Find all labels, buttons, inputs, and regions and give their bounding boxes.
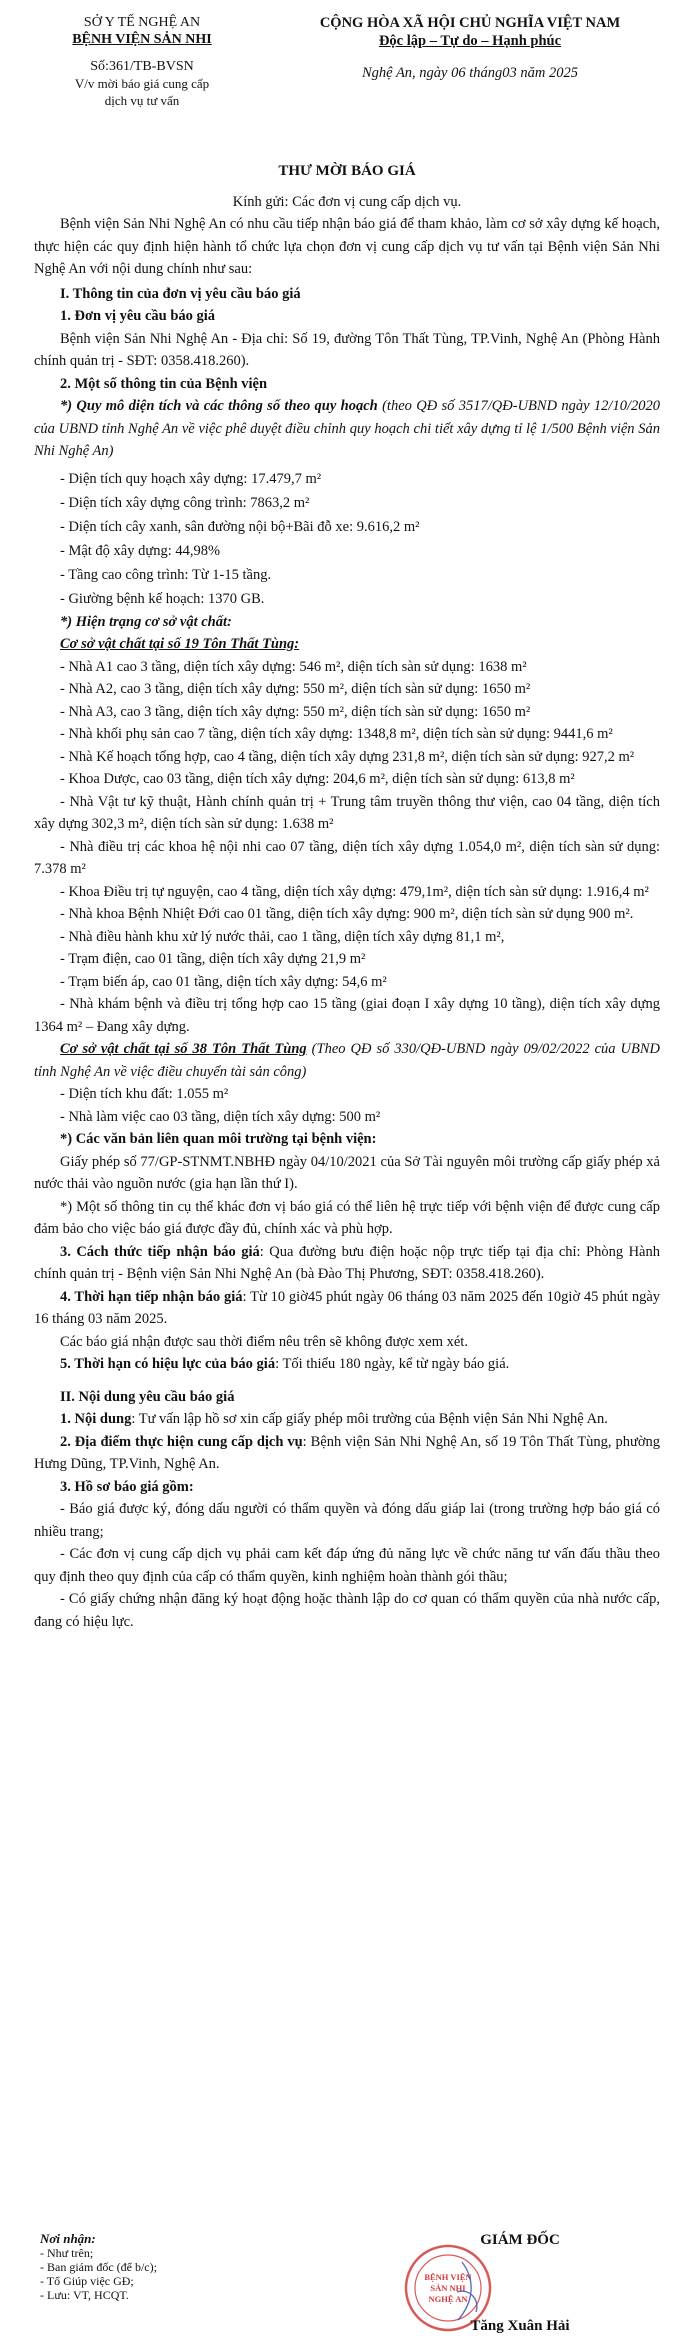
recipient-item: - Ban giám đốc (để b/c); bbox=[40, 2260, 157, 2274]
list-item: - Nhà A1 cao 3 tầng, diện tích xây dựng: 546 m², diện tích sàn sử dụng: 1638 m² bbox=[60, 658, 527, 675]
item-text: : Tư vấn lập hồ sơ xin cấp giấy phép môi trường của Bệnh viện Sản Nhi Nghệ An. bbox=[131, 1411, 608, 1427]
site-note: (Theo QĐ số 330/QĐ-UBND ngày 09/02/2022 của UBND tỉnh Nghệ An về việc điều chuyển tài sản công) bbox=[34, 1041, 660, 1080]
item-text: : Bệnh viện Sản Nhi Nghệ An, số 19 Tôn Thất Tùng, phường Hưng Dũng, TP.Vinh, Nghệ An. bbox=[34, 1433, 660, 1472]
planning-list bbox=[34, 467, 660, 611]
intro-paragraph: Bệnh viện Sản Nhi Nghệ An có nhu cầu tiếp nhận báo giá để tham khảo, làm cơ sở xây dựng kế hoạch, thực hiện các quy định hiện hành tổ chức lựa chọn đơn vị cung cấp dịch vụ tư vấn tại Bệnh viện Sản Nhi Nghệ An với nội dung chính như sau: bbox=[34, 216, 660, 277]
item-text: : Qua đường bưu điện hoặc nộp trực tiếp tại địa chỉ: Phòng Hành chính quản trị - Bệnh viện Sản Nhi Nghệ An (bà Đào Thị Phương, SĐT: 0358.418.260). bbox=[34, 1243, 660, 1282]
nation-title: CỘNG HÒA XÃ HỘI CHỦ NGHĨA VIỆT NAM bbox=[319, 15, 621, 31]
recipients-block bbox=[40, 2232, 260, 2302]
list-item: - Diện tích cây xanh, sân đường nội bộ+Bãi đỗ xe: 9.616,2 m² bbox=[60, 518, 420, 535]
subsection-heading: 1. Đơn vị yêu cầu báo giá bbox=[60, 308, 216, 324]
subsection-heading: *) Các văn bản liên quan môi trường tại bệnh viện: bbox=[60, 1131, 377, 1147]
list-item: - Mật độ xây dựng: 44,98% bbox=[60, 542, 221, 559]
list-item: - Nhà khối phụ sản cao 7 tầng, diện tích xây dựng: 1348,8 m², diện tích sàn sử dụng: 9441,6 m² bbox=[60, 726, 613, 742]
subject-line: V/v mời báo giá cung cấp bbox=[74, 76, 210, 91]
svg-text:NGHỆ AN: NGHỆ AN bbox=[428, 2294, 468, 2304]
list-item: - Nhà khoa Bệnh Nhiệt Đới cao 01 tầng, diện tích xây dựng: 900 m², diện tích sàn sử dụng 900 m². bbox=[60, 906, 634, 922]
item-text: : Tối thiểu 180 ngày, kể từ ngày báo giá. bbox=[275, 1356, 510, 1372]
paragraph bbox=[34, 1286, 660, 1331]
subsection-heading: *) Hiện trạng cơ sở vật chất: bbox=[60, 613, 232, 630]
list-item: - Diện tích quy hoạch xây dựng: 17.479,7 m² bbox=[60, 470, 322, 487]
paragraph bbox=[34, 1241, 660, 1286]
paragraph: Giấy phép số 77/GP-STNMT.NBHĐ ngày 04/10/2021 của Sở Tài nguyên môi trường cấp giấy phép xả nước thải vào nguồn nước (gia hạn lần thứ I). bbox=[34, 1153, 660, 1192]
list-item: - Nhà điều trị các khoa hệ nội nhi cao 07 tầng, diện tích xây dựng 1.054,0 m², diện tích sàn sử dụng: 7.378 m² bbox=[34, 838, 660, 877]
svg-text:BỆNH VIỆN: BỆNH VIỆN bbox=[424, 2272, 472, 2282]
section-heading: I. Thông tin của đơn vị yêu cầu báo giá bbox=[60, 285, 301, 302]
signature-area bbox=[0, 2232, 693, 2342]
list-item: - Có giấy chứng nhận đăng ký hoạt động hoặc thành lập do cơ quan có thẩm quyền của nhà nước cấp, đang có hiệu lực. bbox=[34, 1591, 660, 1630]
planning-heading: *) Quy mô diện tích và các thông số theo quy hoạch bbox=[60, 398, 378, 414]
section-heading: II. Nội dung yêu cầu báo giá bbox=[60, 1388, 235, 1405]
paragraph bbox=[34, 1408, 660, 1431]
hospital-name: BỆNH VIỆN SẢN NHI bbox=[72, 32, 212, 47]
list-item: - Khoa Điều trị tự nguyện, cao 4 tầng, diện tích xây dựng: 479,1m², diện tích sàn sử dụng: 1.916,4 m² bbox=[60, 883, 649, 900]
item-label: 3. Cách thức tiếp nhận báo giá bbox=[60, 1243, 260, 1260]
item-label: 1. Nội dung bbox=[60, 1411, 132, 1427]
site-heading: Cơ sở vật chất tại số 19 Tôn Thất Tùng: bbox=[60, 636, 300, 652]
item-label: 5. Thời hạn có hiệu lực của báo giá bbox=[60, 1356, 276, 1372]
item-text: : Từ 10 giờ45 phút ngày 06 tháng 03 năm 2025 đến 10giờ 45 phút ngày 16 tháng 03 năm 2025. bbox=[34, 1288, 660, 1327]
list-item: - Trạm biến áp, cao 01 tầng, diện tích xây dựng: 54,6 m² bbox=[60, 973, 387, 990]
list-item: - Nhà A3, cao 3 tầng, diện tích xây dựng: 550 m², diện tích sàn sử dụng: 1650 m² bbox=[60, 703, 531, 720]
list-item: - Nhà làm việc cao 03 tầng, diện tích xây dựng: 500 m² bbox=[60, 1108, 381, 1125]
agency-name: SỞ Y TẾ NGHỆ AN bbox=[83, 15, 201, 30]
planning-note: (theo QĐ số 3517/QĐ-UBND ngày 12/10/2020 của UBND tỉnh Nghệ An về việc phê duyệt điều chỉnh quy hoạch chi tiết xây dựng tỉ lệ 1/500 Bệnh viện Sản Nhi Nghệ An) bbox=[34, 398, 660, 459]
national-block bbox=[260, 14, 680, 82]
document-number: Số:361/TB-BVSN bbox=[90, 59, 194, 74]
list-item: - Các đơn vị cung cấp dịch vụ phải cam kết đáp ứng đủ năng lực về chức năng tư vấn đấu thầu theo quy định theo quy định của cấp có thẩm quyền, kinh nghiệm hoàn thành gói thầu; bbox=[34, 1546, 660, 1585]
motto: Độc lập – Tự do – Hạnh phúc bbox=[378, 33, 562, 49]
item-label: 2. Địa điểm thực hiện cung cấp dịch vụ bbox=[60, 1433, 303, 1450]
list-item: - Nhà Kế hoạch tổng hợp, cao 4 tầng, diện tích xây dựng 231,8 m², diện tích sàn sử dụng: 927,2 m² bbox=[60, 748, 635, 765]
list-item: - Nhà Vật tư kỹ thuật, Hành chính quản trị + Trung tâm truyền thông thư viện, cao 04 tầng, diện tích xây dựng 302,3 m², diện tích sàn sử dụng: 1.638 m² bbox=[34, 793, 660, 832]
list-item: - Nhà khám bệnh và điều trị tổng hợp cao 15 tầng (giai đoạn I xây dựng 10 tầng), diện tích xây dựng 1364 m² – Đang xây dựng. bbox=[34, 996, 660, 1035]
signer-title: GIÁM ĐỐC bbox=[480, 2232, 560, 2248]
site-heading: Cơ sở vật chất tại số 38 Tôn Thất Tùng bbox=[60, 1041, 307, 1057]
recipients-title: Nơi nhận: bbox=[40, 2231, 96, 2246]
list-item: - Giường bệnh kế hoạch: 1370 GB. bbox=[60, 590, 265, 607]
subject-line: dịch vụ tư vấn bbox=[104, 93, 180, 108]
paragraph: Các báo giá nhận được sau thời điểm nêu trên sẽ không được xem xét. bbox=[60, 1333, 468, 1350]
paragraph bbox=[34, 395, 660, 463]
subsection-heading: 3. Hồ sơ báo giá gồm: bbox=[60, 1478, 194, 1495]
paragraph bbox=[34, 1353, 660, 1376]
issuer-block bbox=[22, 14, 262, 109]
list-item: - Trạm điện, cao 01 tầng, diện tích xây dựng 21,9 m² bbox=[60, 951, 366, 967]
signer-name: Tăng Xuân Hải bbox=[470, 2318, 570, 2334]
subsection-heading: 2. Một số thông tin của Bệnh viện bbox=[60, 375, 268, 392]
svg-text:SẢN NHI: SẢN NHI bbox=[430, 2283, 466, 2293]
list-item: - Diện tích xây dựng công trình: 7863,2 m² bbox=[60, 494, 310, 511]
list-item: - Nhà A2, cao 3 tầng, diện tích xây dựng: 550 m², diện tích sàn sử dụng: 1650 m² bbox=[60, 681, 531, 697]
issue-date: Nghệ An, ngày 06 tháng03 năm 2025 bbox=[361, 65, 578, 81]
item-label: 4. Thời hạn tiếp nhận báo giá bbox=[60, 1288, 243, 1305]
document-title: THƯ MỜI BÁO GIÁ bbox=[278, 163, 416, 179]
paragraph bbox=[34, 1431, 660, 1476]
list-item: - Diện tích khu đất: 1.055 m² bbox=[60, 1086, 229, 1102]
list-item: - Nhà điều hành khu xử lý nước thải, cao 1 tầng, diện tích xây dựng 81,1 m², bbox=[60, 928, 505, 945]
list-item: - Khoa Dược, cao 03 tầng, diện tích xây dựng: 204,6 m², diện tích sàn sử dụng: 613,8 m² bbox=[60, 771, 575, 787]
recipient-item: - Lưu: VT, HCQT. bbox=[40, 2288, 129, 2302]
paragraph: *) Một số thông tin cụ thể khác đơn vị báo giá có thể liên hệ trực tiếp với bệnh viện để được cung cấp đảm bảo cho việc báo giá được đầy đủ, chính xác và phù hợp. bbox=[34, 1198, 660, 1237]
document-header bbox=[0, 14, 693, 134]
recipient-item: - Tổ Giúp việc GĐ; bbox=[40, 2274, 134, 2288]
list-item: - Tầng cao công trình: Từ 1-15 tầng. bbox=[60, 566, 272, 583]
recipient-item: - Như trên; bbox=[40, 2246, 94, 2260]
salutation: Kính gửi: Các đơn vị cung cấp dịch vụ. bbox=[232, 193, 462, 210]
document-body bbox=[34, 160, 660, 1633]
paragraph: Bệnh viện Sản Nhi Nghệ An - Địa chỉ: Số 19, đường Tôn Thất Tùng, TP.Vinh, Nghệ An (Phòng Hành chính quản trị - SĐT: 0358.418.260). bbox=[34, 330, 660, 369]
list-item: - Báo giá được ký, đóng dấu người có thẩm quyền và đóng dấu giáp lai (trong trường hợp báo giá có nhiều trang; bbox=[34, 1501, 660, 1540]
site1-list bbox=[34, 656, 660, 1039]
paragraph bbox=[34, 1038, 660, 1083]
